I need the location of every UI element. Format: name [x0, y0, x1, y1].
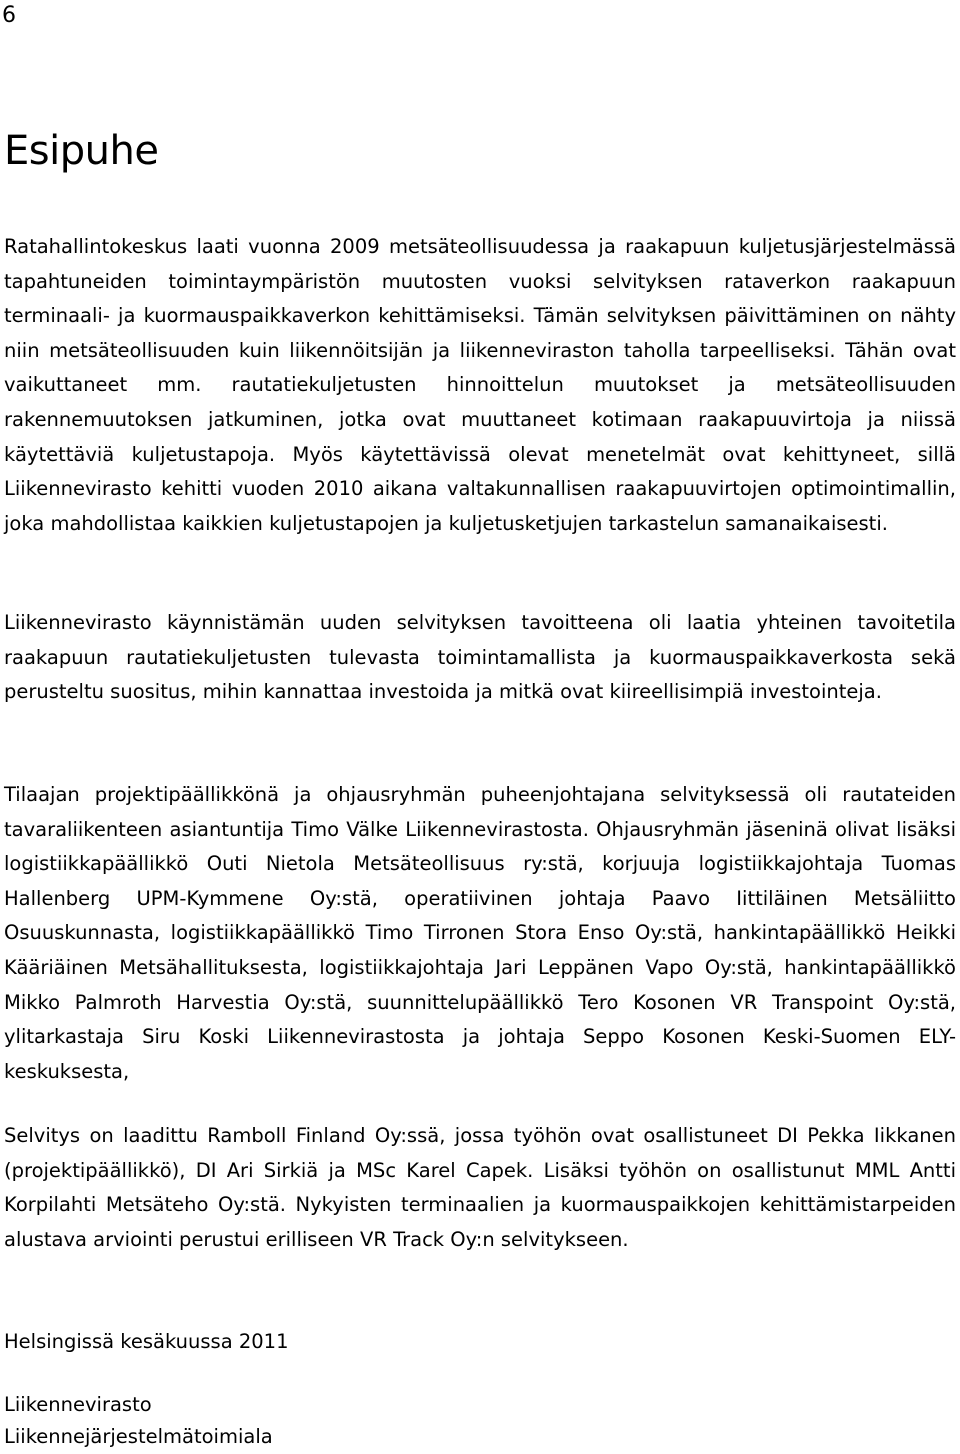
page-title: Esipuhe — [4, 128, 159, 174]
page-number: 6 — [2, 3, 16, 28]
signature-department: Liikennejärjestelmätoimiala — [4, 1425, 273, 1448]
place-and-date: Helsingissä kesäkuussa 2011 — [4, 1330, 289, 1353]
paragraph-objective: Liikennevirasto käynnistämän uuden selvityksen tavoitteena oli laatia yhteinen tavoitetila raakapuun rautatiekuljetusten tulevasta toimintamallista ja kuormauspaikkaverkosta sekä perusteltu suositus, mihin kannattaa investoida ja mitkä ovat kiireellisimpiä investointeja. — [4, 611, 956, 704]
signature-block — [4, 1389, 956, 1453]
paragraph-authors: Selvitys on laadittu Ramboll Finland Oy:ssä, jossa työhön ovat osallistuneet DI Pekka Iikkanen (projektipäällikkö), DI Ari Sirkiä ja MSc Karel Capek. Lisäksi työhön on osallistunut MML Antti Korpilahti Metsäteho Oy:stä. Nykyisten terminaalien ja kuormauspaikkojen kehittämistarpeiden alustava arviointi perustui erilliseen VR Track Oy:n selvitykseen. — [4, 1124, 956, 1251]
paragraph-intro: Ratahallintokeskus laati vuonna 2009 metsäteollisuudessa ja raakapuun kuljetusjärjestelmässä tapahtuneiden toimintaympäristön muutosten vuoksi selvityksen rataverkon raakapuun terminaali- ja kuormauspaikkaverkon kehittämiseksi. Tämän selvityksen päivittäminen on nähty niin metsäteollisuuden kuin liikennöitsijän ja liikenneviraston taholla tarpeelliseksi. Tähän ovat vaikuttaneet mm. rautatiekuljetusten hinnoittelun muutokset ja metsäteollisuuden rakennemuutoksen jatkuminen, jotka ovat muuttaneet kotimaan raakapuuvirtoja ja niissä käytettäviä kuljetustapoja. Myös käytettävissä olevat menetelmät ovat kehittyneet, sillä Liikennevirasto kehitti vuoden 2010 aikana valtakunnallisen raakapuuvirtojen optimointimallin, joka mahdollistaa kaikkien kuljetustapojen ja kuljetusketjujen tarkastelun samanaikaisesti. — [4, 235, 956, 535]
paragraph-steering-group: Tilaajan projektipäällikkönä ja ohjausryhmän puheenjohtajana selvityksessä oli rautateiden tavaraliikenteen asiantuntija Timo Välke Liikennevirastosta. Ohjausryhmän jäseninä olivat lisäksi logistiikkapäällikkö Outi Nietola Metsäteollisuus ry:stä, korjuuja logistiikkajohtaja Tuomas Hallenberg UPM-Kymmene Oy:stä, operatiivinen johtaja Paavo Iittiläinen Metsäliitto Osuuskunnasta, logistiikkapäällikkö Timo Tirronen Stora Enso Oy:stä, hankintapäällikkö Heikki Kääriäinen Metsähallituksesta, logistiikkajohtaja Jari Leppänen Vapo Oy:stä, hankintapäällikkö Mikko Palmroth Harvestia Oy:stä, suunnittelupäällikkö Tero Kosonen VR Transpoint Oy:stä, ylitarkastaja Siru Koski Liikennevirastosta ja johtaja Seppo Kosonen Keski-Suomen ELY-keskuksesta, — [4, 783, 956, 1083]
signature-organization: Liikennevirasto — [4, 1393, 152, 1416]
